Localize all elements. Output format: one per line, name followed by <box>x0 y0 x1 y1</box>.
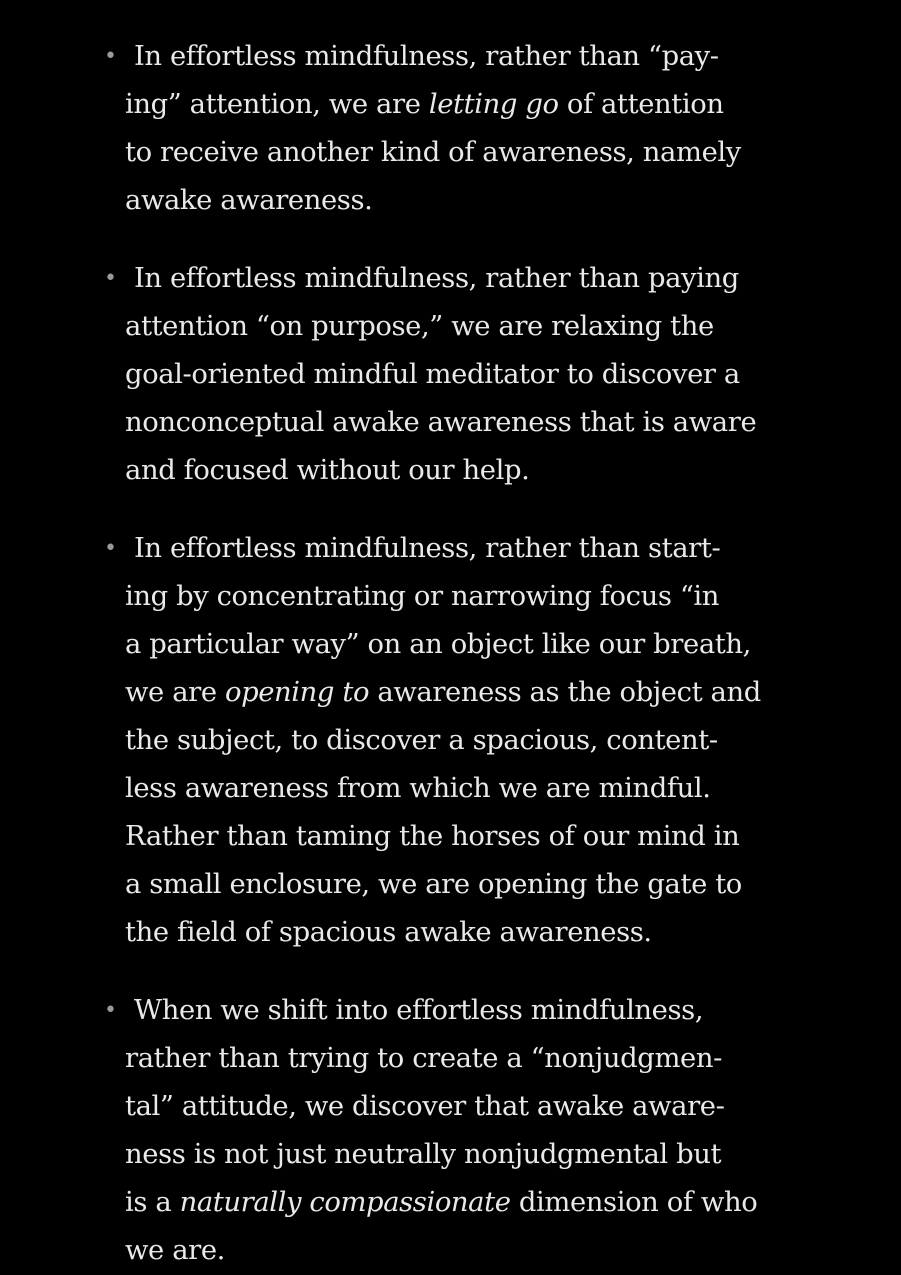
bullet-list <box>104 33 856 1275</box>
text-line: rather than trying to create a “nonjudgmen- <box>125 1043 722 1074</box>
list-item <box>104 255 856 495</box>
text-line: attention “on purpose,” we are relaxing the <box>125 311 714 342</box>
list-item <box>104 987 856 1275</box>
text-line: When we shift into effortless mindfulness, <box>134 995 704 1026</box>
emphasis: naturally compassionate <box>179 1187 511 1218</box>
text-line: a small enclosure, we are opening the gate to <box>125 869 742 900</box>
text-line: ness is not just neutrally nonjudgmental but <box>125 1139 722 1170</box>
text-line: tal” attitude, we discover that awake aware- <box>125 1091 725 1122</box>
text-line: awake awareness. <box>125 185 373 216</box>
bullet-icon: • <box>104 44 117 69</box>
text-line: In effortless mindfulness, rather than paying <box>134 263 739 294</box>
text-line: In effortless mindfulness, rather than “pay- <box>134 41 719 72</box>
list-item <box>104 525 856 957</box>
text-line: we are. <box>125 1235 225 1266</box>
text-line: nonconceptual awake awareness that is aware <box>125 407 757 438</box>
text-line: Rather than taming the horses of our mind in <box>125 821 740 852</box>
text-line: less awareness from which we are mindful. <box>125 773 711 804</box>
bullet-icon: • <box>104 266 117 291</box>
emphasis: opening to <box>224 677 370 708</box>
bullet-icon: • <box>104 536 117 561</box>
text-line: a particular way” on an object like our breath, <box>125 629 751 660</box>
text-line: the field of spacious awake awareness. <box>125 917 652 948</box>
text-line: is a naturally compassionate dimension of who <box>125 1187 758 1218</box>
text-line: and focused without our help. <box>125 455 530 486</box>
text-line: we are opening to awareness as the object and <box>125 677 761 708</box>
text-line: the subject, to discover a spacious, content- <box>125 725 718 756</box>
text-line: In effortless mindfulness, rather than start- <box>134 533 721 564</box>
text-line: goal-oriented mindful meditator to discover a <box>125 359 740 390</box>
bullet-icon: • <box>104 998 117 1023</box>
text-line: ing” attention, we are letting go of attention <box>125 89 724 120</box>
emphasis: letting go <box>428 89 559 120</box>
text-line: to receive another kind of awareness, namely <box>125 137 741 168</box>
text-line: ing by concentrating or narrowing focus “in <box>125 581 720 612</box>
list-item <box>104 33 856 225</box>
